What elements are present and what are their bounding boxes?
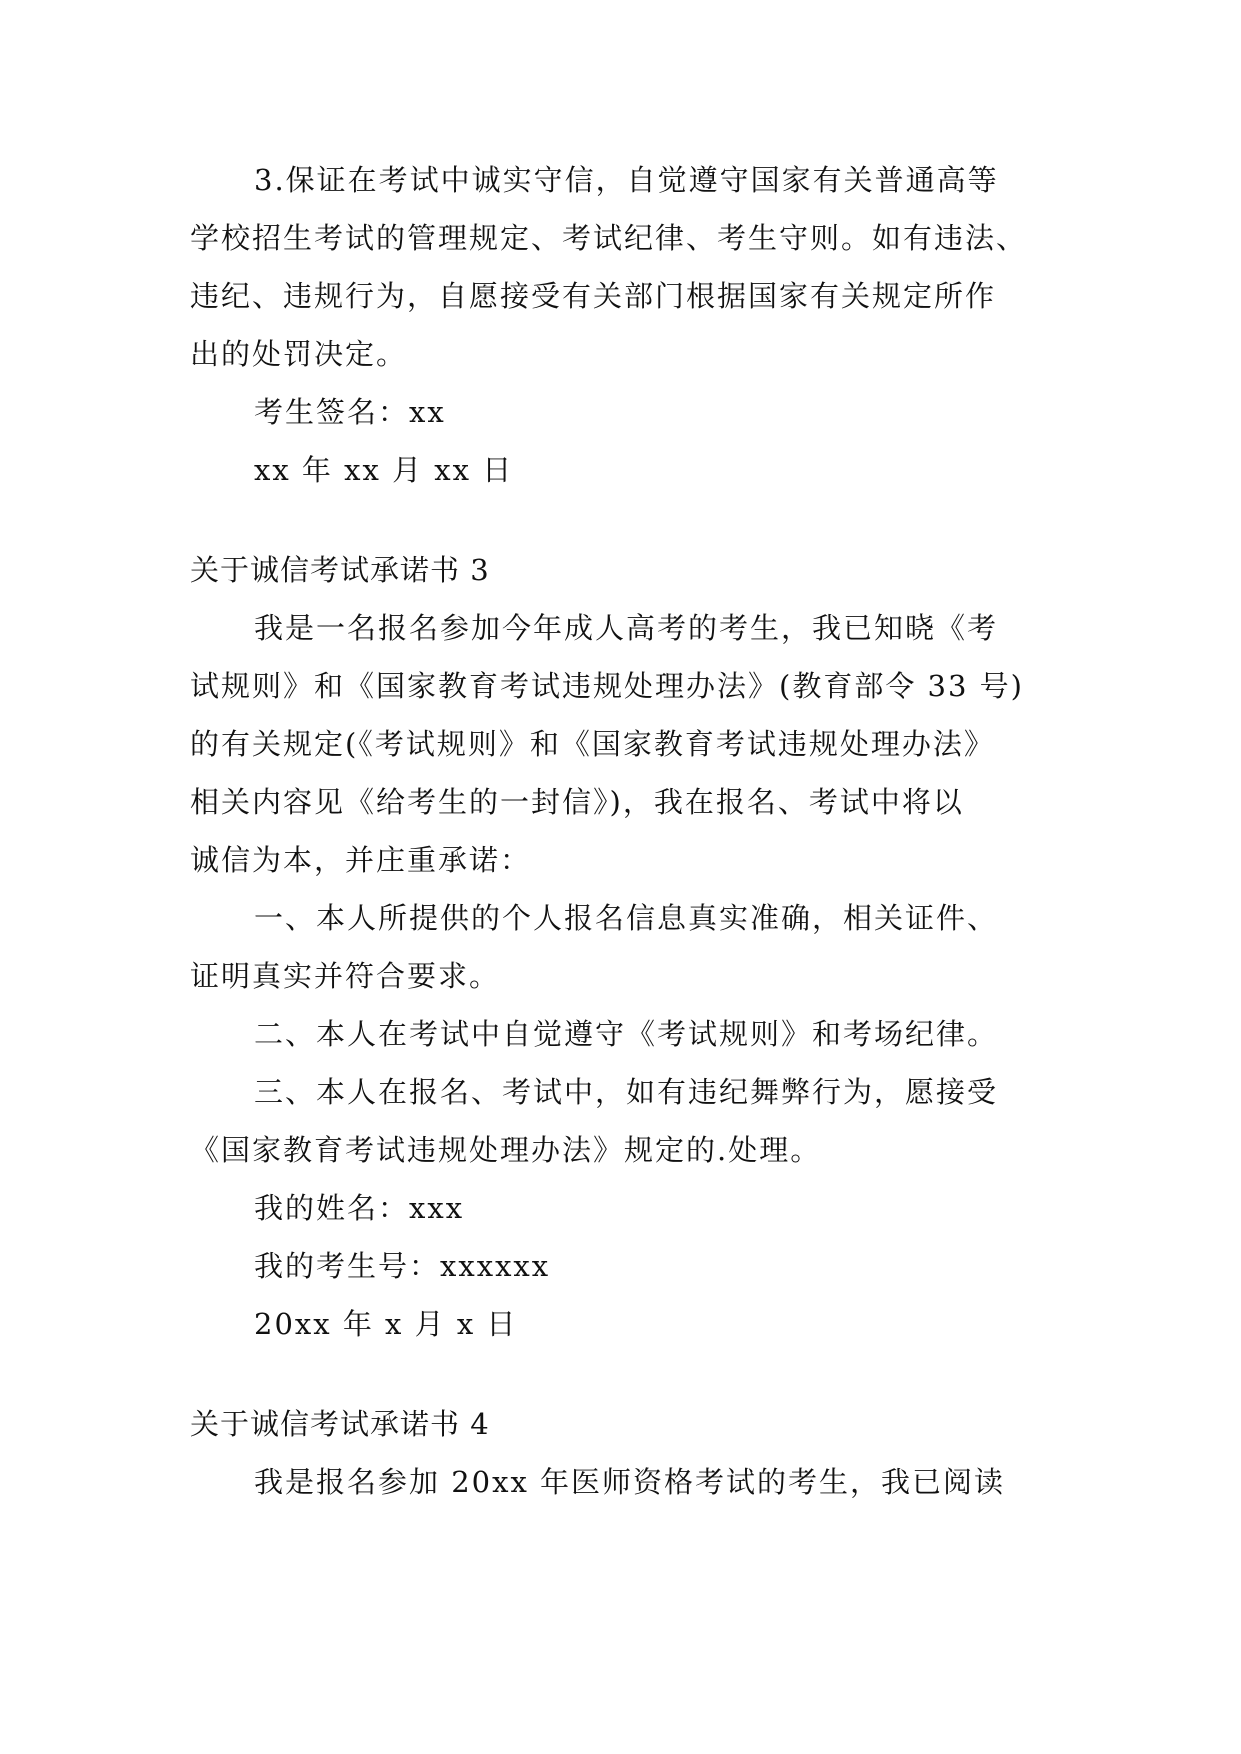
date-line: 20xx 年 x 月 x 日 <box>254 1307 518 1341</box>
date-line: xx 年 xx 月 xx 日 <box>254 453 514 487</box>
document-body <box>190 160 1060 1520</box>
paragraph-line: 3.保证在考试中诚实守信，自觉遵守国家有关普通高等 <box>254 163 999 197</box>
paragraph-line: 相关内容见《给考生的一封信》)，我在报名、考试中将以 <box>190 785 964 819</box>
signature-line: 考生签名：xx <box>254 395 446 429</box>
paragraph-line: 的有关规定(《考试规则》和《国家教育考试违规处理办法》 <box>190 727 995 761</box>
paragraph-line: 学校招生考试的管理规定、考试纪律、考生守则。如有违法、 <box>190 221 1028 255</box>
commitment-item: 二、本人在考试中自觉遵守《考试规则》和考场纪律。 <box>254 1017 999 1051</box>
section-gap <box>190 508 1060 550</box>
commitment-item: 三、本人在报名、考试中，如有违纪舞弊行为，愿接受 <box>254 1075 999 1109</box>
section-gap <box>190 1362 1060 1404</box>
paragraph-line: 违纪、违规行为，自愿接受有关部门根据国家有关规定所作 <box>190 279 997 313</box>
commitment-item: 《国家教育考试违规处理办法》规定的.处理。 <box>190 1133 822 1167</box>
commitment-item: 证明真实并符合要求。 <box>190 959 501 993</box>
commitment-item: 一、本人所提供的个人报名信息真实准确，相关证件、 <box>254 901 999 935</box>
name-line: 我的姓名：xxx <box>254 1191 465 1225</box>
paragraph-line: 我是一名报名参加今年成人高考的考生，我已知晓《考 <box>254 611 999 645</box>
paragraph-line: 出的处罚决定。 <box>190 337 408 371</box>
section-title: 关于诚信考试承诺书 4 <box>190 1407 490 1441</box>
section-title: 关于诚信考试承诺书 3 <box>190 553 490 587</box>
paragraph-line: 试规则》和《国家教育考试违规处理办法》(教育部令 33 号) <box>190 669 1024 703</box>
exam-number-line: 我的考生号：xxxxxx <box>254 1249 551 1283</box>
paragraph-line: 我是报名参加 20xx 年医师资格考试的考生，我已阅读 <box>254 1465 1006 1499</box>
paragraph-line: 诚信为本，并庄重承诺： <box>190 843 532 877</box>
